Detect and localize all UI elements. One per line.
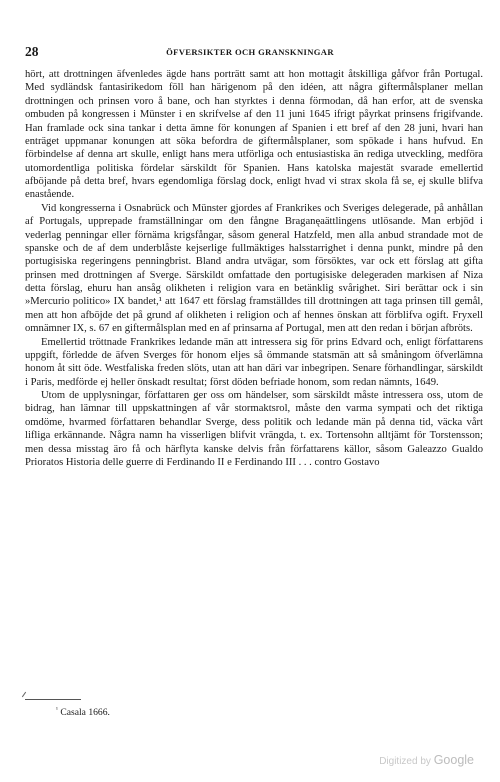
footnote-text: Casala 1666. xyxy=(60,707,110,718)
page-number: 28 xyxy=(25,44,39,59)
footnote xyxy=(56,707,110,718)
body-text xyxy=(25,68,483,469)
watermark-brand: Google xyxy=(433,753,474,767)
footnote-rule xyxy=(25,699,81,700)
paragraph-2: Vid kongresserna i Osnabrück och Münster gjordes af Frankrikes och Sveriges delegerade, på anhållan af Portugals, upprepade framställningar om den fångne Braganęaättlingens utlösande. Man erbjöd i vederlag penningar eller förnäma krigsfångar, såsom general Hatzfeld, men alla anbud strandade mot de spanske och de af dem underblåste kejserlige fullmäktiges halsstarrighet i denna punkt, mindre på den portugisiska regeringens penningbrist. Bland andra utvägar, som försöktes, var ock ett förslag att gifta prinsen med drottningen af Sverge. Särskildt omfattade den portugisiske delegeraden markisen af Niza detta förslag, ehuru han ansåg olikheten i religion vara en betänklig svårighet. Siri berättar ock i sin »Mercurio politico» IX bandet,¹ att 1647 ett förslag framställdes till drottningen att taga prinsen till gemål, men att hon afböjde det på grund af olikheten i religion och af hennes önskan att förblifva ogift. Fryxell omnämner IX, s. 67 en giftermålsplan med en af prinsarna af Portugal, men att den redan i början afbröts. xyxy=(25,202,483,335)
digitization-watermark xyxy=(379,753,474,767)
page-header xyxy=(25,44,475,60)
margin-mark xyxy=(22,692,26,697)
footnote-marker: ¹ xyxy=(56,706,58,713)
paragraph-3: Emellertid tröttnade Frankrikes ledande män att intressera sig för prins Edvard och, enligt författarens uppgift, förledde de äfven Sverges för honom eljes så ömmande statsmän att så småningom öfverlämna honom åt sitt öde. Westfaliska freden slöts, utan att han däri var inbegripen. Senare förhandlingar, särskildt i Paris, medförde ej heller önskadt resultat; först döden befriade honom, som redan nämnts, 1649. xyxy=(25,336,483,388)
running-title: ÖFVERSIKTER OCH GRANSKNINGAR xyxy=(166,47,334,57)
paragraph-1: hört, att drottningen äfvenledes ägde hans porträtt samt att hon mottagit åtskilliga gåfvor från Portugal. Med sydländsk fantasirikedom föll han härigenom på den idéen, att några giftermålsplaner mellan drottningen och prinsen voro å bane, och han styrktes i denna förmodan, då han erfor, att de svenska ombuden på kongressen i Münster i en skrifvelse af den 11 juni 1645 ifrigt påyrkat prinsens frigifvande. Han framlade ock sina tankar i detta ämne för konungen af Spanien i ett bref af den 28 juni, hvari han enträget uppmanar konungen att söka befordra de giftermålsplaner, som spökade i hans hufvud. En förbindelse af denna art skulle, enligt hans mera utförliga och entusiastiska än rediga utveckling, medföra utomordentliga politiska fördelar särskildt för Spanien. Hans katolska majestät svarade emellertid afböjande på detta bref, hvars egendomliga förslag dock, enligt hvad vi strax skola få se, ej skulle blifva enastående. xyxy=(25,69,483,201)
paragraph-4: Utom de upplysningar, författaren ger oss om händelser, som särskildt måste intressera oss, utom de bidrag, han lämnar till uppskattningen af vår stormaktsrol, måste den varma sympati och det riktiga omdöme, hvarmed författaren behandlar Sverge, dess politik och ledande män på denna tid, väcka vårt lifliga erkännande. Några namn ha visserligen blifvit vrängda, t. ex. Tortensohn alltjämt för Torstensson; men dessa misstag äro få och härflyta kanske delvis från författarens källor, såsom Galeazzo Gualdo Prioratos Historia delle guerre di Ferdinando II e Ferdinando III . . . contro Gostavo xyxy=(25,390,483,468)
watermark-prefix: Digitized by xyxy=(379,756,431,767)
